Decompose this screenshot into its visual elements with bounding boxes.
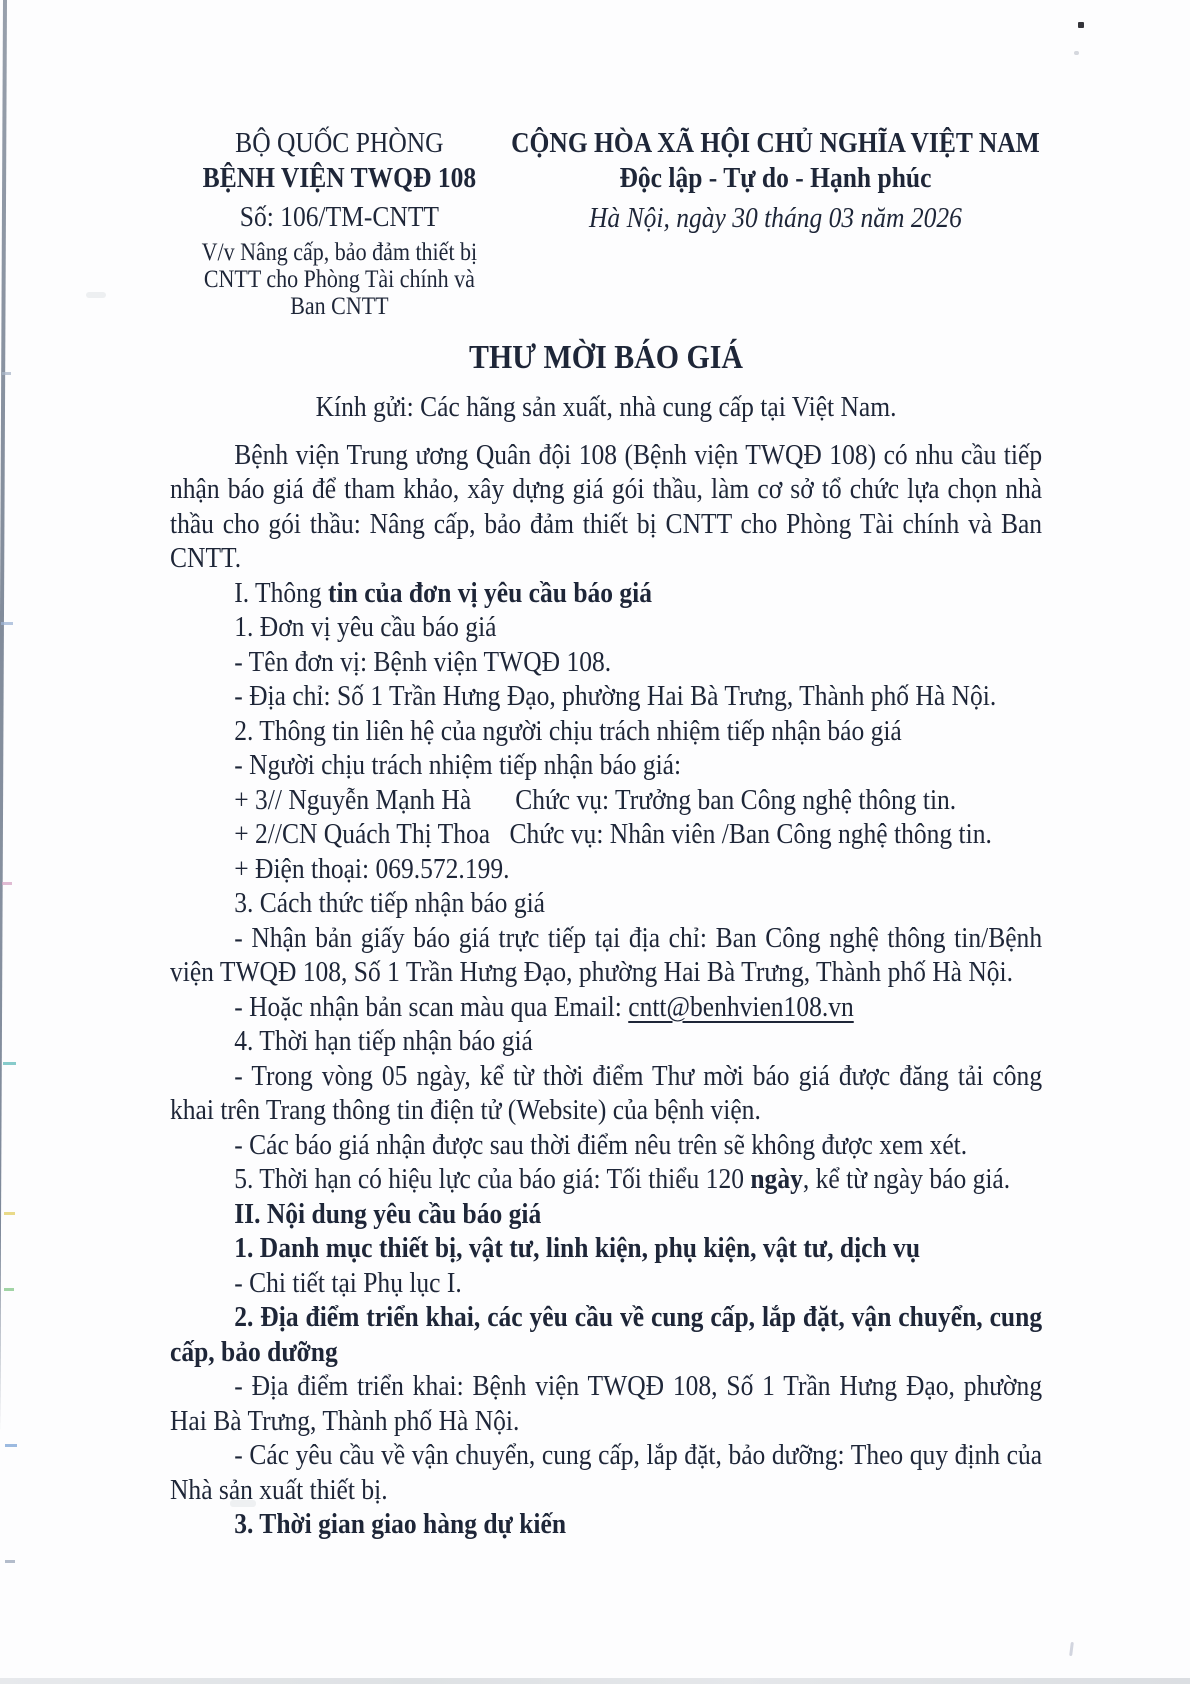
email-address: cntt@benhvien108.vn: [628, 990, 854, 1023]
validity-suffix: , kể từ ngày báo giá.: [802, 1163, 1011, 1195]
scan-streak-artifact: [1, 622, 13, 625]
section-1-item-1-heading: 1. Đơn vị yêu cầu báo giá: [234, 611, 497, 643]
contact-label-line: - Người chịu trách nhiệm tiếp nhận báo giá:: [234, 749, 682, 781]
national-header-block: [509, 126, 1042, 320]
scan-streak-artifact: [2, 882, 12, 885]
receive-email-label: - Hoặc nhận bản scan màu qua Email:: [234, 990, 629, 1023]
scan-speck-artifact: [1074, 51, 1079, 55]
section-1-item-3-heading: 3. Cách thức tiếp nhận báo giá: [234, 887, 546, 919]
scan-streak-artifact: [5, 1560, 15, 1563]
contact-2-role: Chức vụ: Nhân viên /Ban Công nghệ thông tin.: [509, 818, 992, 850]
scan-smudge-artifact: [86, 292, 106, 298]
scanner-bottom-edge-artifact: [0, 1678, 1190, 1684]
section-1-heading-prefix: I. Thông: [234, 576, 329, 609]
document-ref-number: Số: 106/TM-CNTT: [239, 201, 440, 233]
scan-speck-artifact: [1069, 1642, 1074, 1656]
contact-1-name: + 3// Nguyễn Mạnh Hà: [234, 783, 472, 816]
scan-streak-artifact: [2, 372, 11, 375]
document-subject: V/v Nâng cấp, bảo đảm thiết bị CNTT cho Phòng Tài chính và Ban CNTT: [201, 239, 478, 320]
unit-address-line: - Địa chỉ: Số 1 Trần Hưng Đạo, phường Hai Bà Trưng, Thành phố Hà Nội.: [234, 680, 997, 712]
section-2-item-1-heading: 1. Danh mục thiết bị, vật tư, linh kiện, phụ kiện, vật tư, dịch vụ: [234, 1232, 921, 1264]
section-2-item-2-site: - Địa điểm triển khai: Bệnh viện TWQĐ 108, Số 1 Trần Hưng Đạo, phường Hai Bà Trưng, Thành phố Hà Nội.: [170, 1370, 1043, 1437]
section-1-heading: [170, 576, 1042, 611]
salutation-line: Kính gửi: Các hãng sản xuất, nhà cung cấp tại Việt Nam.: [315, 391, 897, 423]
national-header-country: CỘNG HÒA XÃ HỘI CHỦ NGHĨA VIỆT NAM: [511, 127, 1040, 159]
section-2-item-2-heading: 2. Địa điểm triển khai, các yêu cầu về cung cấp, lắp đặt, vận chuyển, cung cấp, bảo dưỡng: [170, 1301, 1043, 1368]
document-title: THƯ MỜI BÁO GIÁ: [469, 339, 744, 376]
scan-streak-artifact: [5, 1444, 17, 1447]
contact-2-name: + 2//CN Quách Thị Thoa: [234, 818, 491, 850]
validity-line: [170, 1162, 1042, 1197]
national-header-motto: Độc lập - Tự do - Hạnh phúc: [619, 162, 932, 194]
issuer-block: [170, 126, 509, 320]
section-1-item-2-heading: 2. Thông tin liên hệ của người chịu trách nhiệm tiếp nhận báo giá: [234, 714, 902, 747]
document-body: [170, 338, 1042, 1542]
contact-2-line: [170, 817, 1042, 852]
scan-streak-artifact: [4, 1288, 14, 1291]
phone-line: + Điện thoại: 069.572.199.: [234, 852, 510, 885]
letterhead: [170, 126, 1042, 320]
scan-streak-artifact: [4, 1212, 15, 1215]
scan-dot-artifact: [1078, 22, 1084, 28]
section-2-heading: II. Nội dung yêu cầu báo giá: [234, 1197, 542, 1230]
deadline-window-paragraph: - Trong vòng 05 ngày, kể từ thời điểm Thư mời báo giá được đăng tải công khai trên Trang thông tin điện tử (Website) của bệnh viện.: [170, 1059, 1043, 1126]
validity-prefix: 5. Thời hạn có hiệu lực của báo giá: Tối thiểu 120: [234, 1163, 751, 1195]
contact-1-role: Chức vụ: Trưởng ban Công nghệ thông tin.: [515, 783, 957, 816]
scan-streak-artifact: [3, 1062, 16, 1065]
receive-email-line: [170, 990, 1042, 1025]
intro-paragraph: Bệnh viện Trung ương Quân đội 108 (Bệnh viện TWQĐ 108) có nhu cầu tiếp nhận báo giá để tham khảo, xây dựng giá gói thầu, làm cơ sở tổ chức lựa chọn nhà thầu cho gói thầu: Nâng cấp, bảo đảm thiết bị CNTT cho Phòng Tài chính và Ban CNTT.: [170, 438, 1043, 574]
section-2-item-3-heading: 3. Thời gian giao hàng dự kiến: [234, 1508, 567, 1540]
issuer-org-name: BỆNH VIỆN TWQĐ 108: [202, 162, 477, 194]
issuer-parent-org: BỘ QUỐC PHÒNG: [235, 127, 444, 159]
unit-name-line: - Tên đơn vị: Bệnh viện TWQĐ 108.: [234, 645, 612, 678]
validity-bold: ngày: [750, 1163, 803, 1195]
receive-direct-paragraph: - Nhận bản giấy báo giá trực tiếp tại địa chỉ: Ban Công nghệ thông tin/Bệnh viện TWQĐ 108, Số 1 Trần Hưng Đạo, phường Hai Bà Trưng, Thành phố Hà Nội.: [170, 921, 1043, 988]
contact-1-line: [170, 783, 1042, 818]
section-1-heading-bold: tin của đơn vị yêu cầu báo giá: [328, 576, 653, 609]
section-2-item-1-detail: - Chi tiết tại Phụ lục I.: [234, 1266, 462, 1299]
section-1-item-4-heading: 4. Thời hạn tiếp nhận báo giá: [234, 1025, 533, 1057]
scanner-edge-line-artifact: [0, 0, 7, 1684]
late-note-line: - Các báo giá nhận được sau thời điểm nêu trên sẽ không được xem xét.: [234, 1128, 968, 1161]
section-2-item-2-requirements: - Các yêu cầu về vận chuyển, cung cấp, lắp đặt, bảo dưỡng: Theo quy định của Nhà sản xuất thiết bị.: [170, 1439, 1043, 1506]
place-and-date: Hà Nội, ngày 30 tháng 03 năm 2026: [589, 202, 962, 234]
